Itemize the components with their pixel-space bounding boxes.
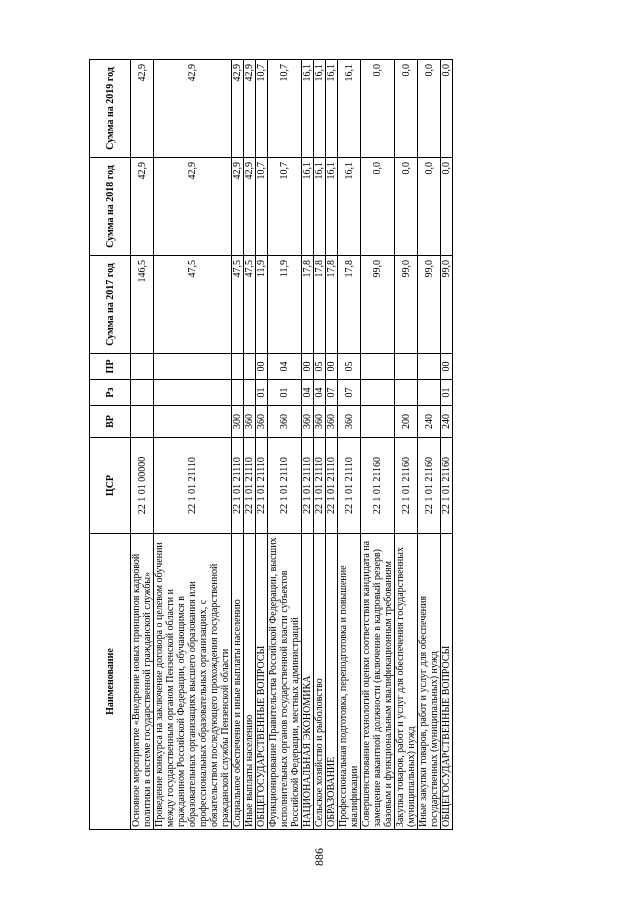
rotated-page (89, 60, 557, 830)
table-row (256, 60, 268, 830)
cell-vr: 360 (268, 406, 302, 438)
cell-sum-2017: 11,9 (268, 256, 302, 354)
cell-rz: 07 (326, 380, 338, 406)
cell-rz: 04 (314, 380, 326, 406)
cell-name: Проведение конкурса на заключение договора о целевом обучении между государственным органом Пензенской области и гражданином Российской Федерации, обучающимся в образовательных организациях высшего образования или профессиональных образовательных организациях, с обязательством последующего прохождения государственной гражданской службы Пензенской области (154, 534, 232, 830)
cell-pr (131, 354, 154, 380)
cell-sum-2017: 99,0 (418, 256, 441, 354)
table-row (232, 60, 244, 830)
cell-vr: 360 (338, 406, 361, 438)
cell-sum-2017: 99,0 (441, 256, 453, 354)
cell-name: Социальное обеспечение и иные выплаты населению (232, 534, 244, 830)
cell-pr (361, 354, 395, 380)
cell-pr (232, 354, 244, 380)
cell-pr: 00 (256, 354, 268, 380)
cell-sum-2018: 42,9 (244, 158, 256, 256)
cell-sum-2017: 99,0 (361, 256, 395, 354)
cell-name: ОБЩЕГОСУДАРСТВЕННЫЕ ВОПРОСЫ (441, 534, 453, 830)
cell-pr (154, 354, 232, 380)
cell-sum-2019: 16,1 (314, 60, 326, 158)
cell-sum-2019: 42,9 (232, 60, 244, 158)
cell-csr: 22 1 01 21110 (154, 438, 232, 534)
cell-sum-2019: 0,0 (395, 60, 418, 158)
cell-name: Сельское хозяйство и рыболовство (314, 534, 326, 830)
cell-sum-2019: 0,0 (441, 60, 453, 158)
header-rz: Рз (90, 380, 131, 406)
cell-pr (395, 354, 418, 380)
cell-rz: 04 (302, 380, 314, 406)
cell-sum-2019: 0,0 (361, 60, 395, 158)
cell-sum-2017: 11,9 (256, 256, 268, 354)
cell-rz: 01 (441, 380, 453, 406)
cell-sum-2017: 99,0 (395, 256, 418, 354)
cell-sum-2019: 0,0 (418, 60, 441, 158)
header-pr: ПР (90, 354, 131, 380)
cell-sum-2019: 16,1 (302, 60, 314, 158)
table-row (268, 60, 302, 830)
cell-sum-2019: 42,9 (131, 60, 154, 158)
cell-csr: 22 1 01 21110 (256, 438, 268, 534)
cell-rz: 07 (338, 380, 361, 406)
cell-sum-2017: 17,8 (326, 256, 338, 354)
table-row (418, 60, 441, 830)
cell-vr (131, 406, 154, 438)
cell-sum-2018: 0,0 (418, 158, 441, 256)
cell-pr: 05 (338, 354, 361, 380)
cell-vr: 360 (244, 406, 256, 438)
cell-pr: 00 (326, 354, 338, 380)
header-sum-2019: Сумма на 2019 год (90, 60, 131, 158)
cell-vr: 300 (232, 406, 244, 438)
cell-rz (232, 380, 244, 406)
cell-sum-2018: 42,9 (131, 158, 154, 256)
table-row (131, 60, 154, 830)
cell-csr: 22 1 01 21110 (314, 438, 326, 534)
cell-sum-2018: 42,9 (154, 158, 232, 256)
cell-sum-2018: 0,0 (395, 158, 418, 256)
cell-rz (154, 380, 232, 406)
cell-name: ОБЩЕГОСУДАРСТВЕННЫЕ ВОПРОСЫ (256, 534, 268, 830)
table-row (154, 60, 232, 830)
cell-sum-2018: 10,7 (256, 158, 268, 256)
cell-sum-2017: 17,8 (314, 256, 326, 354)
cell-sum-2019: 10,7 (268, 60, 302, 158)
cell-pr: 00 (441, 354, 453, 380)
cell-sum-2018: 10,7 (268, 158, 302, 256)
cell-vr: 240 (418, 406, 441, 438)
table-row (338, 60, 361, 830)
cell-vr: 360 (302, 406, 314, 438)
cell-rz: 01 (256, 380, 268, 406)
cell-sum-2019: 16,1 (338, 60, 361, 158)
cell-name: НАЦИОНАЛЬНАЯ ЭКОНОМИКА (302, 534, 314, 830)
table-body (131, 60, 453, 830)
header-csr: ЦСР (90, 438, 131, 534)
header-vr: ВР (90, 406, 131, 438)
cell-name: Закупка товаров, работ и услуг для обеспечения государственных (муниципальных) нужд (395, 534, 418, 830)
cell-sum-2019: 16,1 (326, 60, 338, 158)
cell-csr: 22 1 01 21110 (302, 438, 314, 534)
cell-vr: 200 (395, 406, 418, 438)
cell-pr (418, 354, 441, 380)
cell-sum-2018: 16,1 (314, 158, 326, 256)
cell-vr: 360 (326, 406, 338, 438)
cell-sum-2017: 146,5 (131, 256, 154, 354)
cell-sum-2018: 42,9 (232, 158, 244, 256)
cell-sum-2018: 16,1 (326, 158, 338, 256)
cell-rz (395, 380, 418, 406)
header-sum-2018: Сумма на 2018 год (90, 158, 131, 256)
cell-rz (131, 380, 154, 406)
cell-name: Основное мероприятие «Внедрение новых принципов кадровой политики в системе государственной гражданской службы» (131, 534, 154, 830)
table-row (244, 60, 256, 830)
cell-csr: 22 1 01 21160 (441, 438, 453, 534)
cell-vr: 360 (256, 406, 268, 438)
cell-sum-2018: 16,1 (302, 158, 314, 256)
table-row (441, 60, 453, 830)
cell-csr: 22 1 01 21110 (268, 438, 302, 534)
page-number: 886 (312, 848, 326, 866)
cell-sum-2017: 47,5 (154, 256, 232, 354)
cell-name: Совершенствование технологий оценки соответствия кандидата на замещение вакантной должности (включение в кадровый резерв) базовым и функциональным квалификационным требованиям (361, 534, 395, 830)
cell-csr: 22 1 01 21160 (361, 438, 395, 534)
cell-csr: 22 1 01 21110 (244, 438, 256, 534)
budget-table (89, 59, 453, 830)
cell-sum-2019: 10,7 (256, 60, 268, 158)
header-name: Наименование (90, 534, 131, 830)
cell-pr: 00 (302, 354, 314, 380)
cell-csr: 22 1 01 00000 (131, 438, 154, 534)
table-row (395, 60, 418, 830)
cell-name: Иные выплаты населению (244, 534, 256, 830)
cell-sum-2017: 17,8 (302, 256, 314, 354)
cell-csr: 22 1 01 21110 (338, 438, 361, 534)
cell-rz (361, 380, 395, 406)
cell-sum-2017: 47,5 (244, 256, 256, 354)
cell-pr: 04 (268, 354, 302, 380)
cell-vr: 360 (314, 406, 326, 438)
cell-sum-2019: 42,9 (154, 60, 232, 158)
cell-sum-2018: 0,0 (441, 158, 453, 256)
cell-sum-2019: 42,9 (244, 60, 256, 158)
cell-vr (361, 406, 395, 438)
cell-csr: 22 1 01 21110 (232, 438, 244, 534)
cell-pr (244, 354, 256, 380)
cell-name: Функционирование Правительства Российской Федерации, высших исполнительных органов государственной власти субъектов Российской Федерации, местных администраций (268, 534, 302, 830)
cell-sum-2018: 0,0 (361, 158, 395, 256)
cell-rz (244, 380, 256, 406)
table-row (361, 60, 395, 830)
cell-csr: 22 1 01 21110 (326, 438, 338, 534)
cell-rz: 01 (268, 380, 302, 406)
cell-name: Профессиональная подготовка, переподготовка и повышение квалификации (338, 534, 361, 830)
cell-vr: 240 (441, 406, 453, 438)
table-row (326, 60, 338, 830)
cell-name: ОБРАЗОВАНИЕ (326, 534, 338, 830)
cell-csr: 22 1 01 21160 (418, 438, 441, 534)
table-row (302, 60, 314, 830)
cell-sum-2017: 47,5 (232, 256, 244, 354)
cell-pr: 05 (314, 354, 326, 380)
cell-csr: 22 1 01 21160 (395, 438, 418, 534)
header-sum-2017: Сумма на 2017 год (90, 256, 131, 354)
table-row (314, 60, 326, 830)
cell-name: Иные закупки товаров, работ и услуг для обеспечения государственных (муниципальных) нужд (418, 534, 441, 830)
cell-rz (418, 380, 441, 406)
cell-sum-2017: 17,8 (338, 256, 361, 354)
table-header-row (90, 60, 131, 830)
cell-sum-2018: 16,1 (338, 158, 361, 256)
cell-vr (154, 406, 232, 438)
